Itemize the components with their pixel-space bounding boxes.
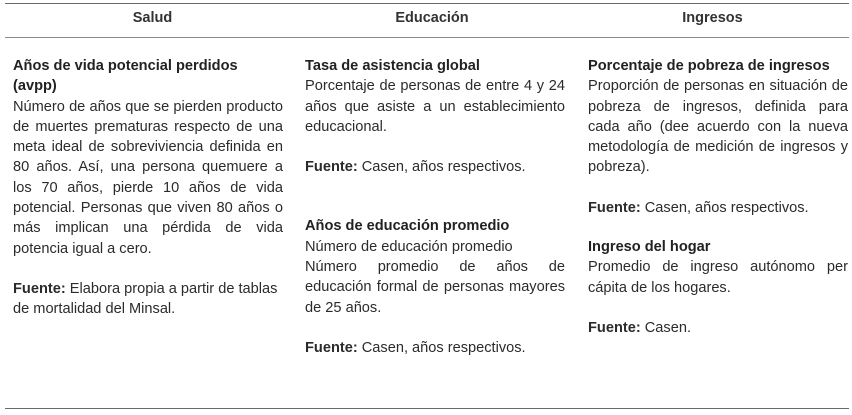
table-top-rule bbox=[5, 3, 849, 4]
indicator-description: Promedio de ingreso autónomo per cápita de los hogares. bbox=[588, 259, 848, 296]
indicator-description: Número de años que se pierden producto de muertes prematuras respecto de una meta ideal de sobreviviencia definida en 80 años. Así, una persona quemuere a los 70 años, pierde 10 años de vida potencial. Personas que viven 80 años o más implican una pérdida de vida potencia igual a cero. bbox=[13, 98, 283, 257]
source-text: Elabora propia a partir de tablas de mortalidad del Minsal. bbox=[13, 280, 278, 318]
indicator-avpp bbox=[13, 56, 283, 320]
indicator-source bbox=[305, 157, 565, 177]
indicator-title: Porcentaje de pobreza de ingresos bbox=[588, 58, 830, 74]
source-label: Fuente: bbox=[588, 319, 641, 336]
source-label: Fuente: bbox=[305, 339, 358, 356]
source-label: Fuente: bbox=[588, 199, 641, 216]
indicator-title: Ingreso del hogar bbox=[588, 239, 711, 256]
indicator-pobreza-ingresos bbox=[588, 56, 848, 218]
source-label: Fuente: bbox=[305, 159, 358, 176]
indicator-source bbox=[588, 198, 848, 218]
educacion-column bbox=[305, 56, 565, 358]
source-text: Casen. bbox=[640, 319, 691, 336]
ingresos-column bbox=[588, 56, 848, 338]
indicator-anos-educacion bbox=[305, 216, 565, 358]
indicator-source bbox=[305, 338, 565, 358]
indicator-source bbox=[588, 318, 848, 338]
source-text: Casen, años respectivos. bbox=[640, 199, 809, 216]
indicator-subtitle: Número de educación promedio bbox=[305, 238, 513, 255]
indicator-description: Proporción de personas en situación de pobreza de ingresos, definida para cada año (dee acuerdo con la nueva metodología de medición de ingresos y pobreza). bbox=[588, 78, 848, 176]
header-divider bbox=[5, 37, 849, 38]
column-header-ingresos: Ingresos bbox=[682, 10, 743, 26]
source-text: Casen, años respectivos. bbox=[357, 159, 526, 176]
indicator-title: Años de vida potencial perdidos (avpp) bbox=[13, 58, 238, 95]
indicator-description: Porcentaje de personas de entre 4 y 24 años que asiste a un establecimiento educacional. bbox=[305, 78, 565, 135]
source-label: Fuente: bbox=[13, 280, 66, 297]
indicator-tasa-asistencia bbox=[305, 56, 565, 177]
column-header-salud: Salud bbox=[132, 10, 173, 26]
indicator-title: Tasa de asistencia global bbox=[305, 58, 480, 74]
indicator-source bbox=[13, 279, 283, 320]
column-header-educacion: Educación bbox=[395, 10, 469, 26]
source-text: Casen, años respectivos. bbox=[357, 339, 526, 356]
salud-column bbox=[13, 56, 283, 320]
indicator-title: Años de educación promedio bbox=[305, 218, 510, 235]
table-bottom-rule bbox=[5, 408, 849, 409]
indicator-description: Número promedio de años de educación formal de personas mayores de 25 años. bbox=[305, 259, 565, 316]
indicator-ingreso-hogar bbox=[588, 237, 848, 338]
